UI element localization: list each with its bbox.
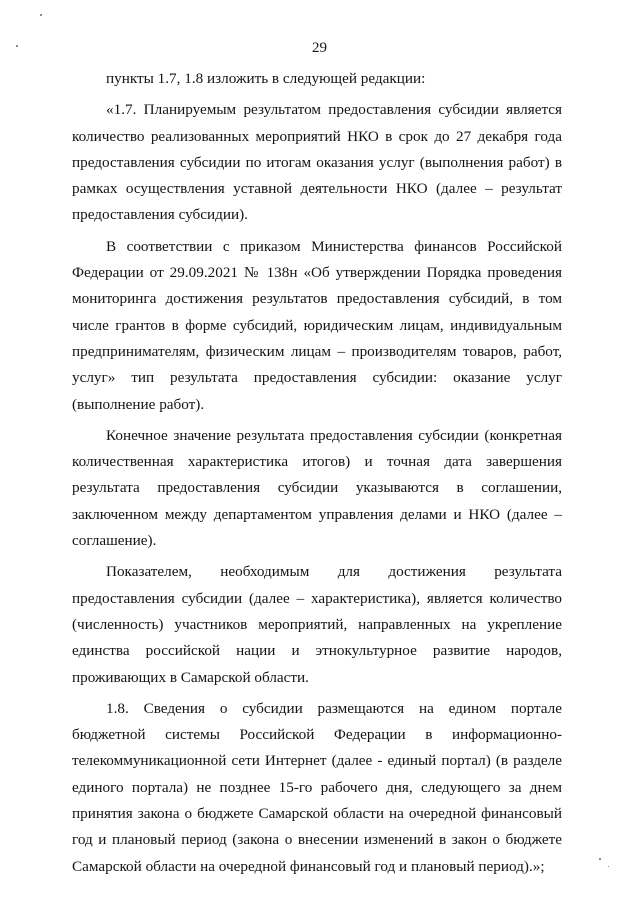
paragraph-indicator: Показателем, необходимым для достижения результата предоставления субсидии (далее – характеристика), является количество (численность) участников мероприятий, направленных на укрепление единства российской нации и этнокультурное развитие народов, проживающих в Самарской области. — [72, 563, 562, 686]
paragraph-1-7: «1.7. Планируемым результатом предоставления субсидии является количество реализованных мероприятий НКО в срок до 27 декабря года предоставления субсидии по итогам оказания услуг (выполнения работ) в рамках осуществления уставной деятельности НКО (далее – результат предоставления субсидии). — [72, 101, 562, 224]
scan-speck — [40, 14, 42, 16]
paragraph-ministry-order: В соответствии с приказом Министерства финансов Российской Федерации от 29.09.2021 № 138н «Об утверждении Порядка проведения мониторинга достижения результатов предоставления субсидий, в том числе грантов в форме субсидий, юридическим лицам, индивидуальным предпринимателям, физическим лицам – производителям товаров, работ, услуг» тип результата предоставления субсидии: оказание услуг (выполнение работ). — [72, 237, 562, 413]
page-number: 29 — [312, 40, 327, 56]
paragraph-intro: пункты 1.7, 1.8 изложить в следующей редакции: — [106, 70, 426, 87]
paragraph-final-value: Конечное значение результата предоставления субсидии (конкретная количественная характеристика итогов) и точная дата завершения результата предоставления субсидии указываются в соглашении, заключенном между департаментом управления делами и НКО (далее – соглашение). — [72, 426, 562, 550]
paragraph-1-8: 1.8. Сведения о субсидии размещаются на едином портале бюджетной системы Российской Федерации в информационно-телекоммуникационной сети Интернет (далее - единый портал) (в разделе единого портала) не позднее 15-го рабочего дня, следующего за днем принятия закона о бюджете Самарской области на очередной финансовый год и плановый период (закона о внесении изменений в закон о бюджете Самарской области на очередной финансовый год и плановый период).»; — [72, 699, 562, 875]
scan-speck — [608, 866, 609, 867]
scan-speck — [599, 858, 601, 860]
document-body — [72, 66, 562, 880]
scan-speck — [16, 45, 18, 47]
